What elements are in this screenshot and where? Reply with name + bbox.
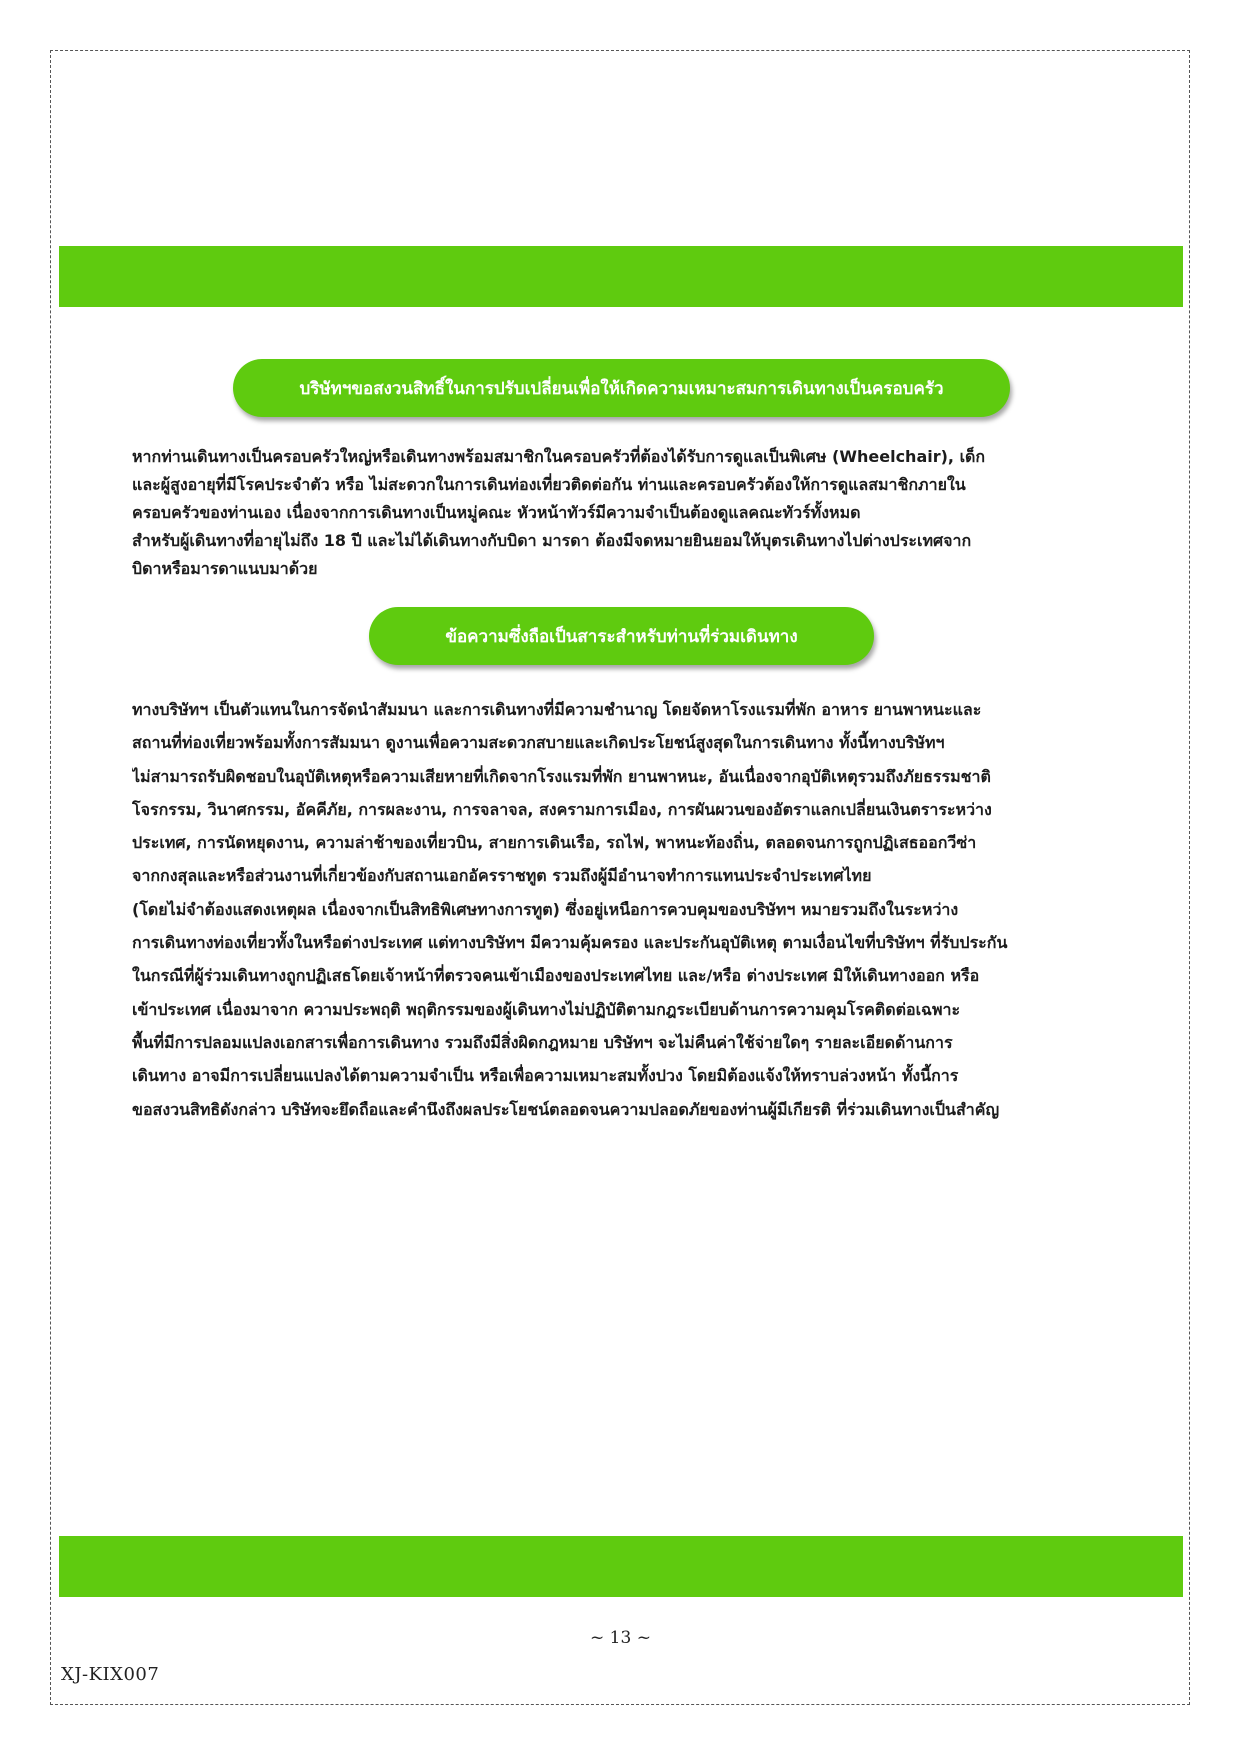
paragraph-line: การเดินทางท่องเที่ยวทั้งในหรือต่างประเทศ แต่ทางบริษัทฯ มีความคุ้มครอง และประกันอุบัติเหตุ ตามเงื่อนไขที่บริษัทฯ ที่รับประกัน xyxy=(132,933,1008,953)
top-green-banner xyxy=(59,246,1183,307)
paragraph-line: สถานที่ท่องเที่ยวพร้อมทั้งการสัมมนา ดูงานเพื่อความสะดวกสบายและเกิดประโยชน์สูงสุดในการเดินทาง ทั้งนี้ทางบริษัทฯ xyxy=(132,733,945,753)
paragraph-line: จากกงสุลและหรือส่วนงานที่เกี่ยวข้องกับสถานเอกอัครราชทูต รวมถึงผู้มีอำนาจทำการแทนประจำประเทศไทย xyxy=(132,866,872,886)
paragraph-line: หากท่านเดินทางเป็นครอบครัวใหญ่หรือเดินทางพร้อมสมาชิกในครอบครัวที่ต้องได้รับการดูแลเป็นพิเศษ (Wheelchair), เด็ก xyxy=(132,447,986,466)
paragraph-line: ประเทศ, การนัดหยุดงาน, ความล่าช้าของเที่ยวบิน, สายการเดินเรือ, รถไฟ, พาหนะท้องถิ่น, ตลอดจนการถูกปฏิเสธออกวีซ่า xyxy=(132,833,977,853)
paragraph-line: ในกรณีที่ผู้ร่วมเดินทางถูกปฏิเสธโดยเจ้าหน้าที่ตรวจคนเข้าเมืองของประเทศไทย และ/หรือ ต่างประเทศ มิให้เดินทางออก หรือ xyxy=(132,966,980,986)
family-travel-paragraph xyxy=(132,443,1127,583)
paragraph-line: และผู้สูงอายุที่มีโรคประจำตัว หรือ ไม่สะดวกในการเดินท่องเที่ยวติดต่อกัน ท่านและครอบครัวต้องให้การดูแลสมาชิกภายใน xyxy=(132,475,966,494)
paragraph-line: ครอบครัวของท่านเอง เนื่องจากการเดินทางเป็นหมู่คณะ หัวหน้าทัวร์มีความจำเป็นต้องดูแลคณะทัวร์ทั้งหมด xyxy=(132,503,861,522)
paragraph-line: ขอสงวนสิทธิดังกล่าว บริษัทจะยึดถือและคำนึงถึงผลประโยชน์ตลอดจนความปลอดภัยของท่านผู้มีเกียรติ ที่ร่วมเดินทางเป็นสำคัญ xyxy=(132,1099,1000,1119)
paragraph-line: บิดาหรือมารดาแนบมาด้วย xyxy=(132,559,318,578)
paragraph-line: ไม่สามารถรับผิดชอบในอุบัติเหตุหรือความเสียหายที่เกิดจากโรงแรมที่พัก ยานพาหนะ, อันเนื่องจากอุบัติเหตุรวมถึงภัยธรรมชาติ xyxy=(132,766,991,786)
section2-title-banner xyxy=(369,607,874,665)
paragraph-line: โจรกรรม, วินาศกรรม, อัคคีภัย, การผละงาน, การจลาจล, สงครามการเมือง, การผันผวนของอัตราแลกเปลี่ยนเงินตราระหว่าง xyxy=(132,799,992,819)
paragraph-line: สำหรับผู้เดินทางที่อายุไม่ถึง 18 ปี และไม่ได้เดินทางกับบิดา มารดา ต้องมีจดหมายยินยอมให้บุตรเดินทางไปต่างประเทศจาก xyxy=(132,531,972,550)
paragraph-line: เดินทาง อาจมีการเปลี่ยนแปลงได้ตามความจำเป็น หรือเพื่อความเหมาะสมทั้งปวง โดยมิต้องแจ้งให้ทราบล่วงหน้า ทั้งนี้การ xyxy=(132,1066,959,1086)
terms-paragraph xyxy=(132,693,1127,1126)
paragraph-line: (โดยไม่จำต้องแสดงเหตุผล เนื่องจากเป็นสิทธิพิเศษทางการทูต) ซึ่งอยู่เหนือการควบคุมของบริษัทฯ หมายรวมถึงในระหว่าง xyxy=(132,899,959,919)
section2-title: ข้อความซึ่งถือเป็นสาระสำหรับท่านที่ร่วมเดินทาง xyxy=(445,626,798,647)
paragraph-line: เข้าประเทศ เนื่องมาจาก ความประพฤติ พฤติกรรมของผู้เดินทางไม่ปฏิบัติตามกฎระเบียบด้านการความคุมโรคติดต่อเฉพาะ xyxy=(132,999,961,1019)
section1-title-banner xyxy=(233,359,1010,417)
paragraph-line: พื้นที่มีการปลอมแปลงเอกสารเพื่อการเดินทาง รวมถึงมีสิ่งผิดกฎหมาย บริษัทฯ จะไม่คืนค่าใช้จ่ายใดๆ รายละเอียดด้านการ xyxy=(132,1032,953,1052)
bottom-green-banner xyxy=(59,1536,1183,1597)
page-number: ~ 13 ~ xyxy=(590,1628,651,1648)
paragraph-line: ทางบริษัทฯ เป็นตัวแทนในการจัดนำสัมมนา และการเดินทางที่มีความชำนาญ โดยจัดหาโรงแรมที่พัก อาหาร ยานพาหนะและ xyxy=(132,700,982,719)
section1-title: บริษัทฯขอสงวนสิทธิ์ในการปรับเปลี่ยนเพื่อให้เกิดความเหมาะสมการเดินทางเป็นครอบครัว xyxy=(299,378,944,399)
document-code: XJ-KIX007 xyxy=(61,1664,160,1685)
